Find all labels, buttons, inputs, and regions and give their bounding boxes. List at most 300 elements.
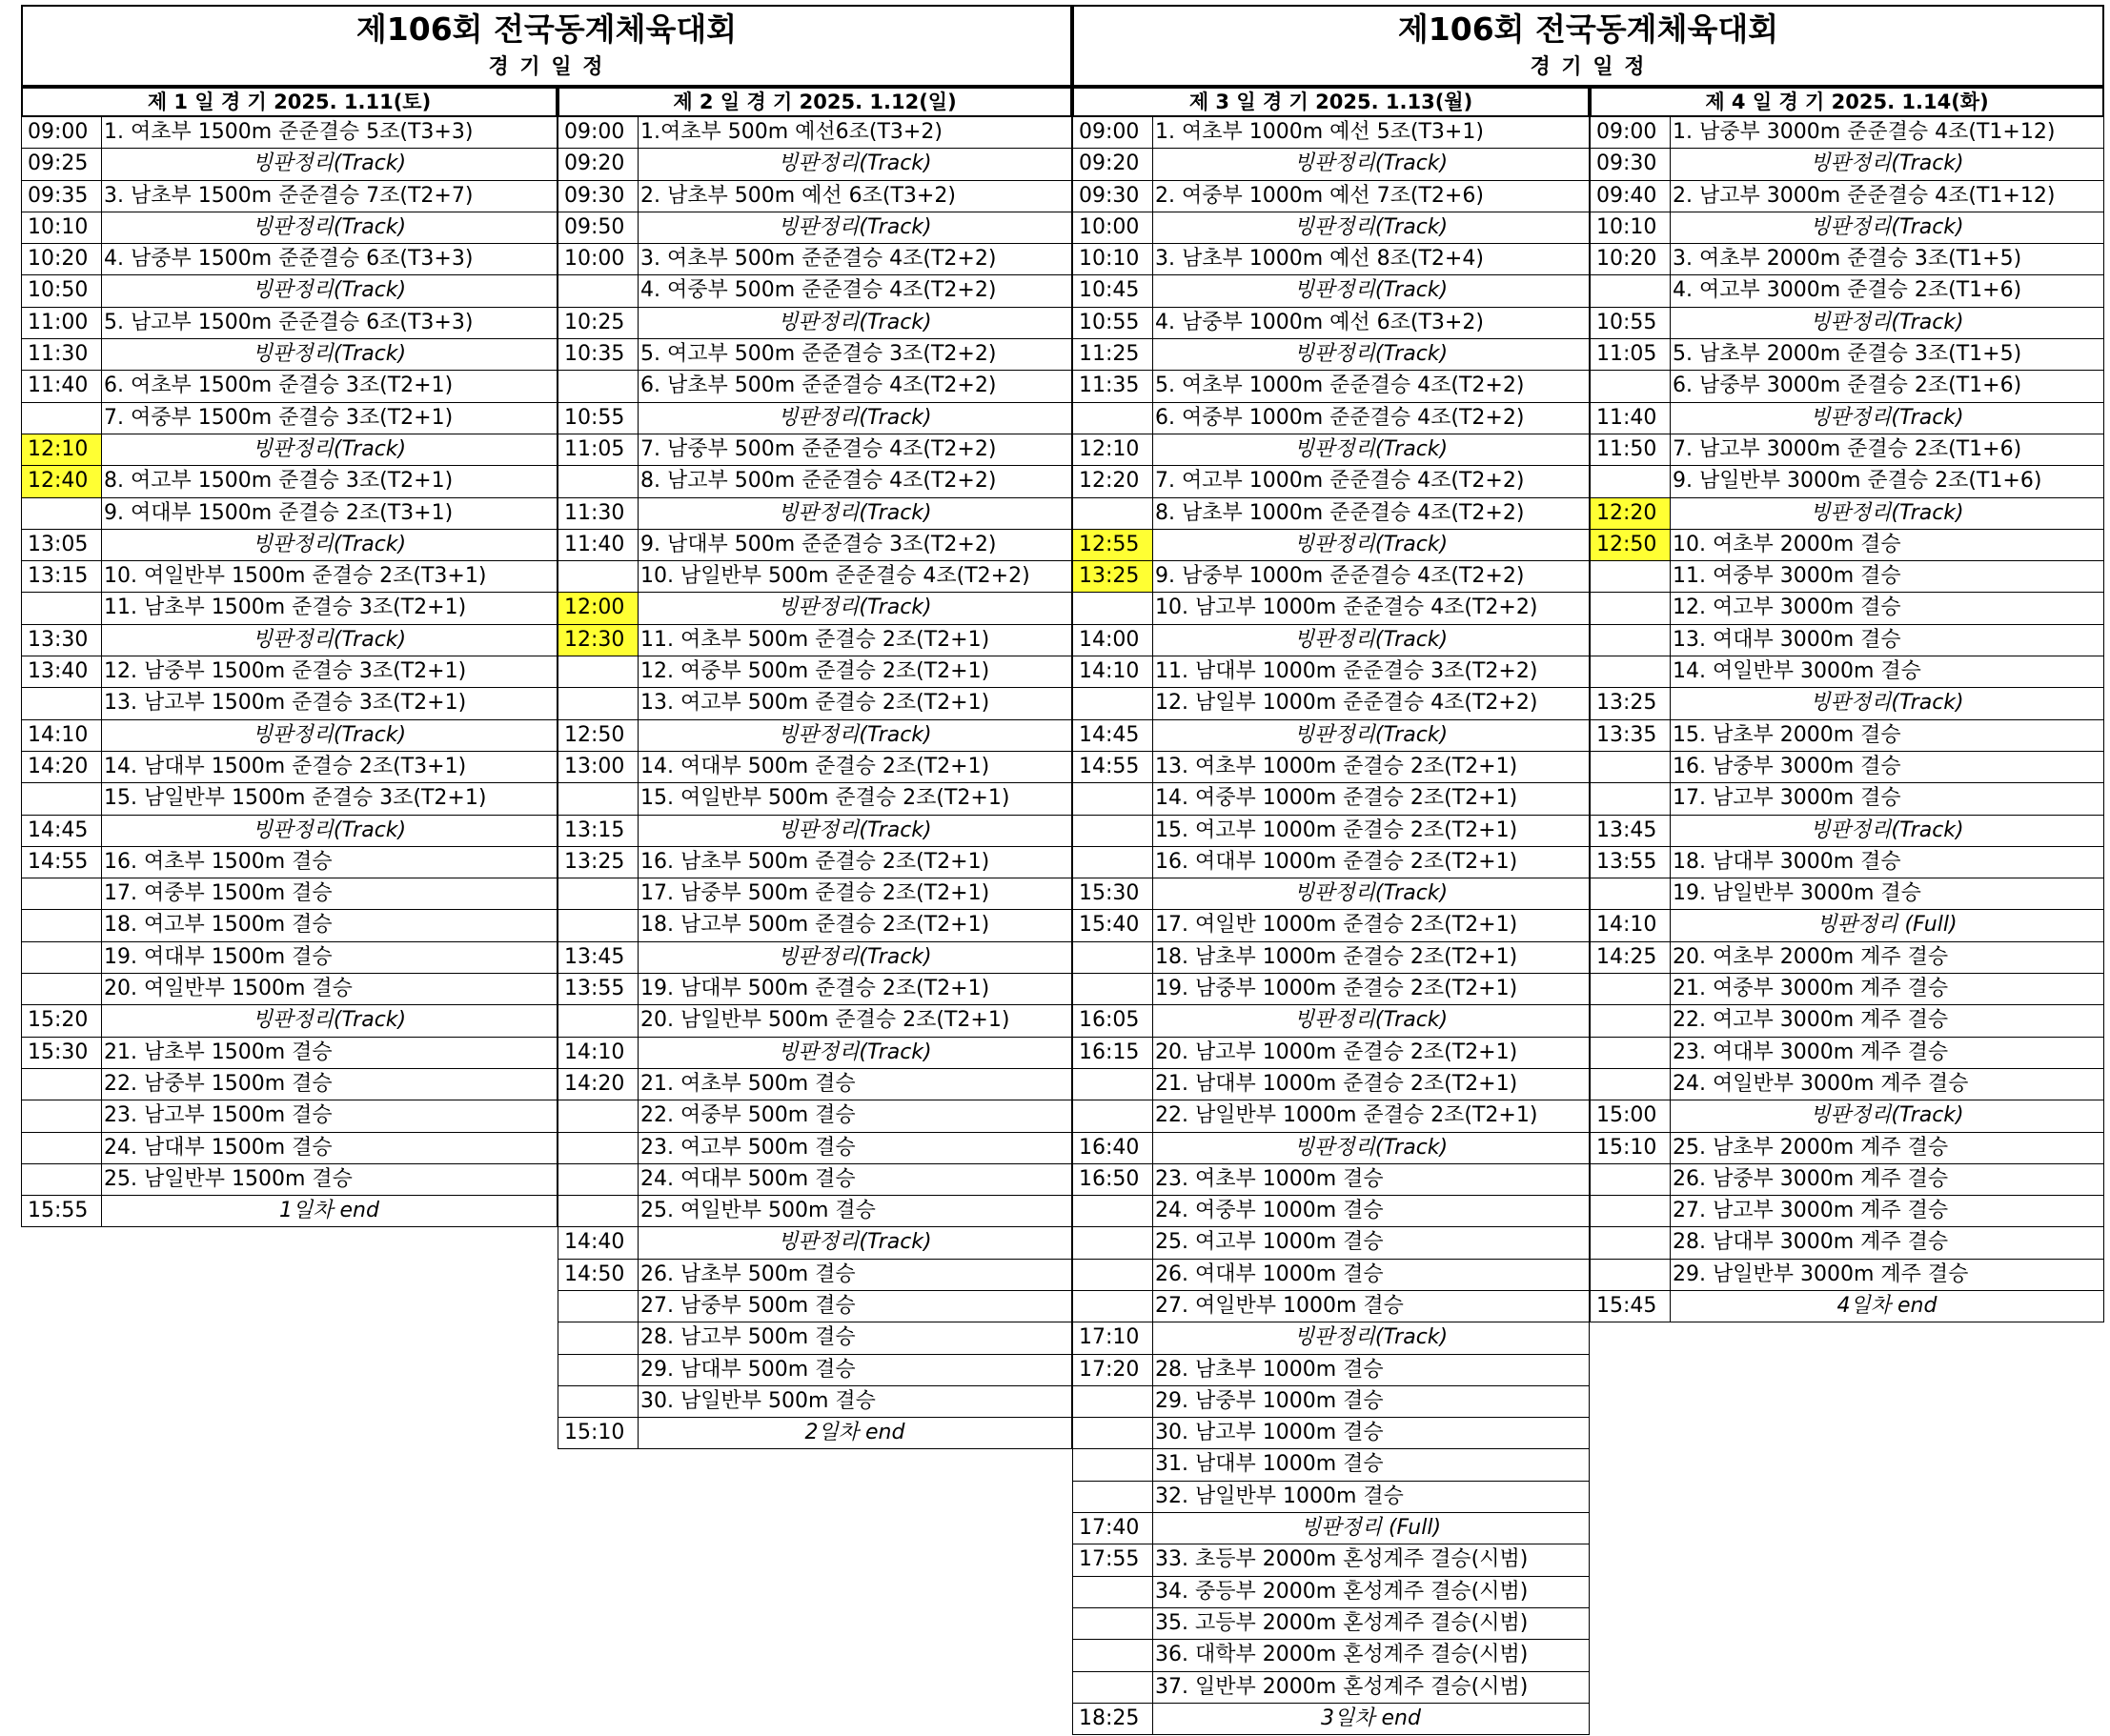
event-cell: 25. 여일반부 500m 결승: [640, 1199, 876, 1223]
time-cell: 13:35: [1591, 720, 1671, 751]
time-cell: [558, 688, 639, 718]
schedule-row: [21, 117, 558, 149]
schedule-row: [1072, 275, 1590, 307]
time-cell: 14:50: [558, 1260, 639, 1290]
ice-resurfacing-cell: 빙판정리(Track): [1293, 278, 1449, 303]
schedule-row: [1072, 942, 1590, 974]
schedule-row: [558, 1386, 1072, 1418]
event-cell: 34. 중등부 2000m 혼성계주 결승(시범): [1155, 1579, 1529, 1604]
day-2-schedule: [558, 87, 1072, 1449]
event-cell: 27. 남고부 3000m 계주 결승: [1673, 1199, 1949, 1223]
event-cell: 2. 남고부 3000m 준준결승 4조(T1+12): [1673, 183, 2056, 208]
schedule-row: [1590, 212, 2104, 244]
schedule-row: [558, 1322, 1072, 1354]
event-cell: 8. 남초부 1000m 준준결승 4조(T2+2): [1155, 500, 1525, 525]
event-cell: 7. 남중부 500m 준준결승 4조(T2+2): [640, 436, 997, 461]
event-cell: 36. 대학부 2000m 혼성계주 결승(시범): [1155, 1643, 1529, 1667]
time-cell: [1073, 1291, 1153, 1322]
event-cell: 30. 남일반부 500m 결승: [640, 1388, 876, 1413]
schedule-row: [21, 720, 558, 752]
time-cell: 16:40: [1073, 1133, 1153, 1163]
ice-resurfacing-cell: 빙판정리(Track): [1810, 691, 1964, 716]
event-cell: 11. 남대부 1000m 준준결승 3조(T2+2): [1155, 659, 1538, 684]
schedule-row: [1072, 1577, 1590, 1608]
schedule-row: [558, 1355, 1072, 1386]
time-cell: [1591, 1005, 1671, 1036]
schedule-row: [1072, 1196, 1590, 1227]
event-cell: 29. 남일반부 3000m 계주 결승: [1673, 1262, 1969, 1286]
event-cell: 1. 여초부 1000m 예선 5조(T3+1): [1155, 120, 1484, 144]
time-cell: 10:45: [1073, 275, 1153, 306]
time-cell: 13:05: [22, 530, 102, 560]
schedule-row: [1072, 371, 1590, 402]
ice-resurfacing-cell: 빙판정리(Track): [252, 436, 407, 461]
time-cell: [1073, 498, 1153, 529]
event-cell: 12. 남일부 1000m 준준결승 4조(T2+2): [1155, 691, 1538, 716]
time-cell: 16:50: [1073, 1164, 1153, 1195]
event-cell: 9. 여대부 1500m 준결승 2조(T3+1): [104, 500, 454, 525]
schedule-row: [1590, 339, 2104, 371]
schedule-row: [1590, 625, 2104, 656]
event-cell: 9. 남일반부 3000m 준결승 2조(T1+6): [1673, 469, 2042, 494]
schedule-row: [558, 498, 1072, 530]
time-cell: 14:00: [1073, 625, 1153, 656]
time-cell: [1073, 1608, 1153, 1639]
schedule-row: [21, 181, 558, 212]
schedule-row: [1072, 1069, 1590, 1100]
time-cell: [1073, 1449, 1153, 1480]
time-cell: [1591, 656, 1671, 687]
day-1-schedule: [21, 87, 558, 1227]
time-cell: 09:30: [1073, 181, 1153, 212]
time-cell: [1073, 1672, 1153, 1703]
time-cell: 13:30: [22, 625, 102, 656]
event-cell: 26. 남초부 500m 결승: [640, 1262, 856, 1286]
schedule-row: [558, 625, 1072, 656]
schedule-row: [1072, 593, 1590, 624]
event-cell: 14. 여일반부 3000m 결승: [1673, 659, 1921, 684]
schedule-row: [558, 212, 1072, 244]
schedule-row: [21, 752, 558, 783]
schedule-row: [1072, 308, 1590, 339]
schedule-row: [1072, 212, 1590, 244]
schedule-row: [1072, 434, 1590, 466]
ice-resurfacing-cell: 빙판정리(Track): [1293, 627, 1449, 652]
time-cell: 11:05: [558, 434, 639, 465]
time-cell: 12:55: [1073, 530, 1153, 560]
event-cell: 28. 남대부 3000m 계주 결승: [1673, 1230, 1949, 1255]
schedule-row: [1072, 1449, 1590, 1481]
event-cell: 17. 남고부 3000m 결승: [1673, 786, 1901, 811]
event-cell: 18. 남대부 3000m 결승: [1673, 849, 1901, 874]
time-cell: [1073, 1227, 1153, 1258]
event-cell: 19. 남대부 500m 준결승 2조(T2+1): [640, 977, 990, 1001]
event-cell: 20. 남일반부 500m 준결승 2조(T2+1): [640, 1008, 1010, 1033]
time-cell: 15:45: [1591, 1291, 1671, 1322]
time-cell: 10:55: [1073, 308, 1153, 338]
event-cell: 12. 여고부 3000m 결승: [1673, 595, 1901, 620]
event-cell: 4. 여중부 500m 준준결승 4조(T2+2): [640, 278, 997, 303]
schedule-row: [21, 403, 558, 434]
schedule-row: [558, 847, 1072, 878]
time-cell: 09:25: [22, 149, 102, 179]
schedule-row: [1590, 942, 2104, 974]
schedule-row: [1072, 910, 1590, 941]
time-cell: [1591, 1260, 1671, 1290]
event-cell: 3. 남초부 1000m 예선 8조(T2+4): [1155, 247, 1484, 272]
schedule-row: [1590, 308, 2104, 339]
event-cell: 17. 남중부 500m 준결승 2조(T2+1): [640, 881, 990, 906]
time-cell: 15:30: [1073, 878, 1153, 909]
schedule-row: [558, 752, 1072, 783]
time-cell: [1073, 688, 1153, 718]
time-cell: 17:20: [1073, 1355, 1153, 1385]
schedule-row: [21, 974, 558, 1005]
time-cell: [22, 1100, 102, 1131]
time-cell: [558, 878, 639, 909]
schedule-row: [21, 1196, 558, 1227]
event-cell: 16. 여초부 1500m 결승: [104, 849, 333, 874]
time-cell: 12:40: [22, 466, 102, 496]
schedule-row: [21, 308, 558, 339]
event-cell: 27. 남중부 500m 결승: [640, 1293, 856, 1318]
schedule-row: [558, 720, 1072, 752]
time-cell: 11:25: [1073, 339, 1153, 370]
time-cell: [1073, 1577, 1153, 1607]
schedule-row: [21, 561, 558, 593]
schedule-row: [1072, 1640, 1590, 1671]
ice-resurfacing-cell: 빙판정리(Track): [778, 214, 932, 239]
event-cell: 7. 여중부 1500m 준결승 3조(T2+1): [104, 405, 454, 430]
schedule-row: [1590, 1100, 2104, 1132]
time-cell: 16:15: [1073, 1038, 1153, 1068]
ice-resurfacing-cell: 빙판정리(Track): [778, 1040, 932, 1064]
schedule-row: [1590, 181, 2104, 212]
schedule-row: [21, 1069, 558, 1100]
ice-resurfacing-cell: 빙판정리(Track): [778, 944, 932, 969]
time-cell: 09:35: [22, 181, 102, 212]
schedule-row: [1072, 403, 1590, 434]
time-cell: 10:55: [1591, 308, 1671, 338]
time-cell: [1073, 1100, 1153, 1131]
time-cell: [558, 561, 639, 592]
ice-resurfacing-cell: 빙판정리(Track): [252, 722, 407, 747]
ice-resurfacing-cell: 3일차 end: [1321, 1706, 1421, 1730]
time-cell: 10:50: [22, 275, 102, 306]
schedule-row: [558, 1005, 1072, 1037]
schedule-row: [1590, 910, 2104, 941]
ice-resurfacing-cell: 빙판정리(Track): [1293, 214, 1449, 239]
schedule-row: [558, 1260, 1072, 1291]
time-cell: [1073, 974, 1153, 1004]
time-cell: [558, 1386, 639, 1417]
schedule-row: [1590, 434, 2104, 466]
time-cell: [1073, 1196, 1153, 1226]
event-cell: 17. 여중부 1500m 결승: [104, 881, 333, 906]
event-cell: 14. 남대부 1500m 준결승 2조(T3+1): [104, 754, 467, 778]
schedule-row: [558, 688, 1072, 719]
time-cell: [22, 910, 102, 940]
event-cell: 21. 여초부 500m 결승: [640, 1071, 856, 1096]
schedule-row: [558, 974, 1072, 1005]
ice-resurfacing-cell: 빙판정리(Track): [252, 627, 407, 652]
schedule-row: [1072, 1608, 1590, 1640]
schedule-subtitle: 경 기 일 정: [488, 55, 605, 79]
event-cell: 5. 남초부 2000m 준결승 3조(T1+5): [1673, 342, 2022, 367]
time-cell: 14:10: [1591, 910, 1671, 940]
time-cell: 11:30: [22, 339, 102, 370]
time-cell: [22, 688, 102, 718]
schedule-row: [21, 434, 558, 466]
event-cell: 22. 남일반부 1000m 준결승 2조(T2+1): [1155, 1103, 1538, 1128]
schedule-row: [21, 910, 558, 941]
time-cell: 14:10: [1073, 656, 1153, 687]
ice-resurfacing-cell: 빙판정리(Track): [1293, 151, 1449, 176]
time-cell: 09:00: [1591, 117, 1671, 148]
schedule-row: [1072, 688, 1590, 719]
ice-resurfacing-cell: 빙판정리(Track): [1293, 1008, 1449, 1033]
time-cell: [1591, 593, 1671, 623]
schedule-row: [1072, 1386, 1590, 1418]
ice-resurfacing-cell: 빙판정리(Track): [778, 818, 932, 842]
schedule-row: [1072, 1038, 1590, 1069]
event-cell: 27. 여일반부 1000m 결승: [1155, 1293, 1404, 1318]
event-cell: 10. 여초부 2000m 결승: [1673, 532, 1901, 556]
schedule-row: [558, 371, 1072, 402]
time-cell: [558, 656, 639, 687]
ice-resurfacing-cell: 빙판정리(Track): [778, 1230, 932, 1255]
time-cell: [1073, 403, 1153, 434]
event-cell: 6. 남초부 500m 준준결승 4조(T2+2): [640, 373, 997, 398]
schedule-row: [1590, 1133, 2104, 1164]
schedule-row: [1590, 117, 2104, 149]
ice-resurfacing-cell: 빙판정리(Track): [252, 532, 407, 556]
time-cell: 09:00: [558, 117, 639, 148]
day-header: 제 3 일 경 기 2025. 1.13(월): [1072, 87, 1590, 117]
time-cell: 17:40: [1073, 1513, 1153, 1544]
ice-resurfacing-cell: 빙판정리(Track): [252, 818, 407, 842]
schedule-row: [558, 181, 1072, 212]
title-block-left: [21, 5, 1072, 87]
schedule-subtitle: 경 기 일 정: [1530, 55, 1647, 79]
time-cell: 14:10: [22, 720, 102, 751]
time-cell: [558, 1196, 639, 1226]
schedule-row: [1072, 816, 1590, 847]
time-cell: [1591, 466, 1671, 496]
time-cell: [558, 1164, 639, 1195]
ice-resurfacing-cell: 2일차 end: [804, 1421, 905, 1445]
time-cell: 14:10: [558, 1038, 639, 1068]
ice-resurfacing-cell: 빙판정리(Track): [778, 500, 932, 525]
event-cell: 3. 여초부 2000m 준결승 3조(T1+5): [1673, 247, 2022, 272]
schedule-row: [558, 942, 1072, 974]
event-cell: 8. 여고부 1500m 준결승 3조(T2+1): [104, 469, 454, 494]
schedule-row: [558, 1418, 1072, 1449]
title-block-right: [1072, 5, 2104, 87]
time-cell: [558, 275, 639, 306]
schedule-row: [558, 434, 1072, 466]
time-cell: 14:20: [22, 752, 102, 782]
schedule-row: [1072, 656, 1590, 688]
ice-resurfacing-cell: 빙판정리(Track): [1810, 151, 1964, 176]
schedule-row: [558, 910, 1072, 941]
time-cell: 15:20: [22, 1005, 102, 1036]
event-cell: 14. 여대부 500m 준결승 2조(T2+1): [640, 754, 990, 778]
schedule-row: [21, 878, 558, 910]
schedule-row: [558, 1069, 1072, 1100]
time-cell: [558, 783, 639, 814]
schedule-row: [1072, 625, 1590, 656]
time-cell: 13:45: [558, 942, 639, 973]
time-cell: 13:40: [22, 656, 102, 687]
event-cell: 4. 여고부 3000m 준결승 2조(T1+6): [1673, 278, 2022, 303]
time-cell: [22, 1069, 102, 1100]
time-cell: 10:35: [558, 339, 639, 370]
event-cell: 21. 여중부 3000m 계주 결승: [1673, 977, 1949, 1001]
time-cell: 11:05: [1591, 339, 1671, 370]
time-cell: 10:00: [1073, 212, 1153, 243]
schedule-row: [1590, 1164, 2104, 1196]
time-cell: [1591, 561, 1671, 592]
time-cell: 17:10: [1073, 1322, 1153, 1353]
schedule-row: [21, 1005, 558, 1037]
event-cell: 20. 여일반부 1500m 결승: [104, 977, 353, 1001]
time-cell: 11:35: [1073, 371, 1153, 401]
time-cell: [1591, 752, 1671, 782]
time-cell: [1591, 783, 1671, 814]
schedule-row: [558, 1133, 1072, 1164]
time-cell: [1073, 1640, 1153, 1670]
event-cell: 15. 남일반부 1500m 준결승 3조(T2+1): [104, 786, 487, 811]
event-cell: 13. 여대부 3000m 결승: [1673, 627, 1901, 652]
time-cell: 12:50: [1591, 530, 1671, 560]
schedule-row: [558, 530, 1072, 561]
schedule-row: [1072, 1355, 1590, 1386]
schedule-row: [558, 561, 1072, 593]
schedule-row: [1072, 1704, 1590, 1735]
schedule-row: [1590, 403, 2104, 434]
ice-resurfacing-cell: 빙판정리(Track): [1293, 1325, 1449, 1350]
day-header: 제 1 일 경 기 2025. 1.11(토): [21, 87, 558, 117]
time-cell: 09:20: [1073, 149, 1153, 179]
schedule-row: [21, 244, 558, 275]
schedule-row: [1072, 339, 1590, 371]
schedule-row: [1590, 783, 2104, 815]
schedule-row: [21, 212, 558, 244]
schedule-row: [1590, 656, 2104, 688]
time-cell: 12:10: [22, 434, 102, 465]
time-cell: [1073, 1386, 1153, 1417]
time-cell: 13:25: [558, 847, 639, 878]
ice-resurfacing-cell: 4일차 end: [1836, 1293, 1938, 1318]
ice-resurfacing-cell: 빙판정리(Track): [1293, 722, 1449, 747]
time-cell: 12:20: [1073, 466, 1153, 496]
event-cell: 1. 남중부 3000m 준준결승 4조(T1+12): [1673, 120, 2056, 144]
time-cell: 09:30: [1591, 149, 1671, 179]
schedule-row: [558, 593, 1072, 624]
schedule-row: [1072, 1260, 1590, 1291]
schedule-row: [1072, 847, 1590, 878]
event-title: 제106회 전국동계체육대회: [1397, 10, 1779, 48]
event-cell: 25. 남일반부 1500m 결승: [104, 1166, 353, 1191]
event-cell: 23. 여대부 3000m 계주 결승: [1673, 1040, 1949, 1064]
event-cell: 31. 남대부 1000m 결승: [1155, 1452, 1384, 1477]
schedule-row: [1590, 593, 2104, 624]
schedule-row: [1072, 1164, 1590, 1196]
event-cell: 12. 여중부 500m 준결승 2조(T2+1): [640, 659, 990, 684]
event-title: 제106회 전국동계체육대회: [355, 10, 738, 48]
event-cell: 32. 남일반부 1000m 결승: [1155, 1484, 1404, 1508]
event-cell: 19. 남중부 1000m 준결승 2조(T2+1): [1155, 977, 1518, 1001]
schedule-row: [558, 1291, 1072, 1322]
time-cell: 14:40: [558, 1227, 639, 1258]
time-cell: 14:55: [1073, 752, 1153, 782]
schedule-row: [21, 816, 558, 847]
event-cell: 24. 여일반부 3000m 계주 결승: [1673, 1071, 1969, 1096]
schedule-row: [1590, 275, 2104, 307]
time-cell: [22, 942, 102, 973]
time-cell: 14:20: [558, 1069, 639, 1100]
time-cell: 10:20: [1591, 244, 1671, 274]
time-cell: [1591, 1038, 1671, 1068]
time-cell: [22, 974, 102, 1004]
ice-resurfacing-cell: 1일차 end: [279, 1199, 379, 1223]
ice-resurfacing-cell: 빙판정리(Track): [778, 310, 932, 334]
schedule-row: [21, 1133, 558, 1164]
time-cell: 13:55: [558, 974, 639, 1004]
time-cell: 13:45: [1591, 816, 1671, 846]
event-cell: 9. 남대부 500m 준준결승 3조(T2+2): [640, 532, 997, 556]
event-cell: 8. 남고부 500m 준준결승 4조(T2+2): [640, 469, 997, 494]
time-cell: 16:05: [1073, 1005, 1153, 1036]
schedule-row: [21, 1164, 558, 1196]
time-cell: [558, 1355, 639, 1385]
event-cell: 22. 여고부 3000m 계주 결승: [1673, 1008, 1949, 1033]
schedule-row: [1590, 847, 2104, 878]
schedule-row: [21, 1100, 558, 1132]
time-cell: [1591, 878, 1671, 909]
schedule-row: [21, 942, 558, 974]
time-cell: 11:40: [22, 371, 102, 401]
event-cell: 18. 여고부 1500m 결승: [104, 913, 333, 938]
event-cell: 6. 여초부 1500m 준결승 3조(T2+1): [104, 373, 454, 398]
time-cell: 12:20: [1591, 498, 1671, 529]
schedule-row: [1072, 498, 1590, 530]
event-cell: 24. 여중부 1000m 결승: [1155, 1199, 1384, 1223]
time-cell: [558, 1291, 639, 1322]
ice-resurfacing-cell: 빙판정리(Track): [778, 151, 932, 176]
ice-resurfacing-cell: 빙판정리(Track): [252, 278, 407, 303]
time-cell: [1073, 1418, 1153, 1448]
time-cell: 11:40: [1591, 403, 1671, 434]
schedule-row: [558, 816, 1072, 847]
event-cell: 5. 여고부 500m 준준결승 3조(T2+2): [640, 342, 997, 367]
schedule-row: [1072, 1291, 1590, 1322]
schedule-row: [1590, 371, 2104, 402]
event-cell: 29. 남대부 500m 결승: [640, 1357, 856, 1382]
event-cell: 3. 여초부 500m 준준결승 4조(T2+2): [640, 247, 997, 272]
schedule-row: [1590, 1038, 2104, 1069]
time-cell: 14:25: [1591, 942, 1671, 973]
event-cell: 24. 여대부 500m 결승: [640, 1166, 856, 1191]
schedule-row: [21, 1038, 558, 1069]
schedule-row: [558, 1164, 1072, 1196]
schedule-row: [1072, 466, 1590, 497]
event-cell: 5. 여초부 1000m 준준결승 4조(T2+2): [1155, 373, 1525, 398]
schedule-row: [1072, 1322, 1590, 1354]
event-cell: 19. 여대부 1500m 결승: [104, 944, 333, 969]
time-cell: 10:25: [558, 308, 639, 338]
